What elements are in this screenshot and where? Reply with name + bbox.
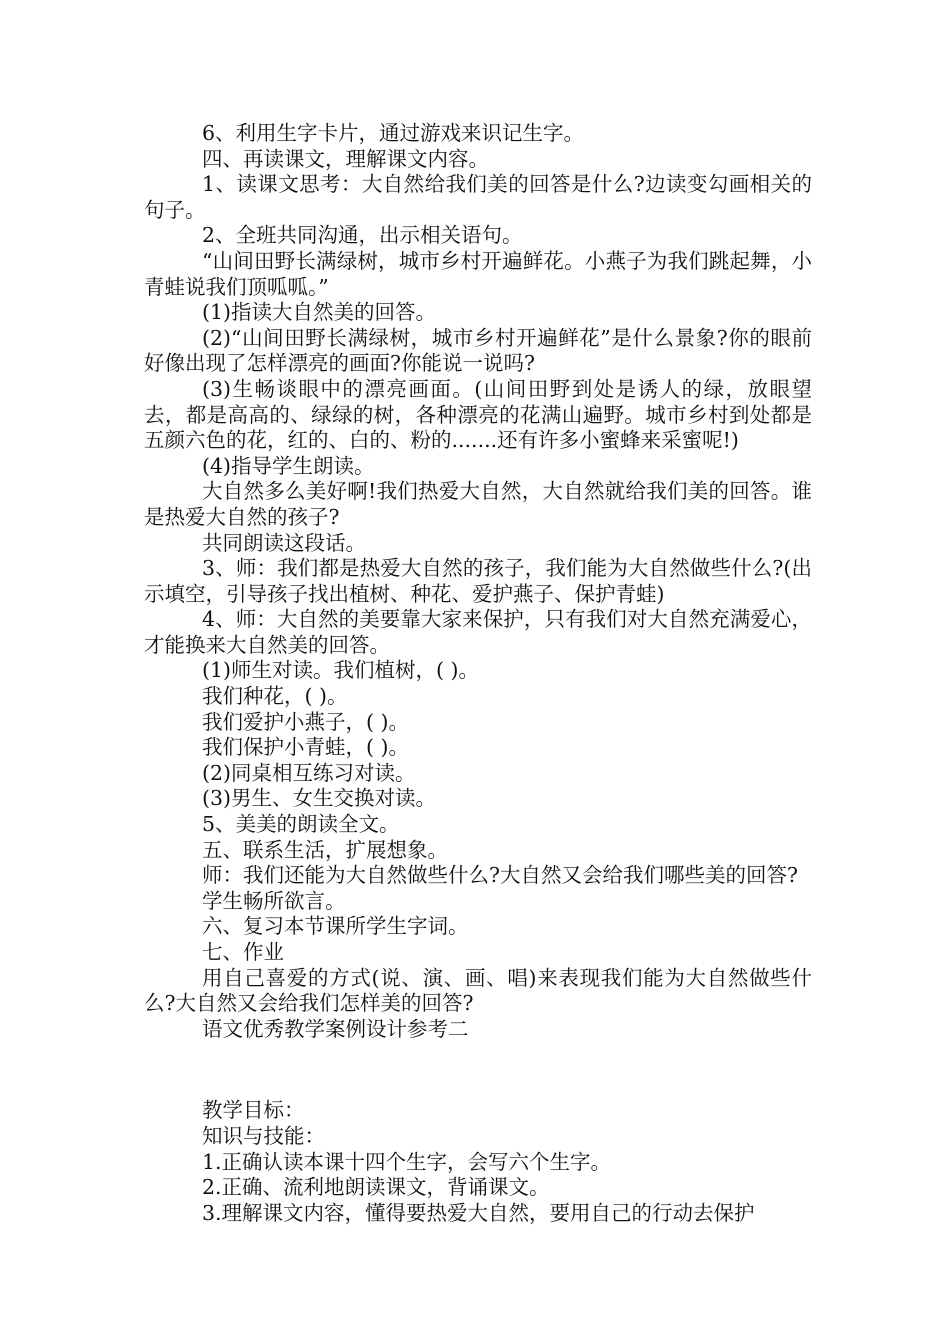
paragraph: 学生畅所欲言。 — [202, 888, 346, 913]
paragraph: 师：我们还能为大自然做些什么?大自然又会给我们哪些美的回答? — [202, 863, 798, 888]
paragraph: 四、再读课文，理解课文内容。 — [202, 146, 489, 171]
paragraph: “山间田野长满绿树，城市乡村开遍鲜花。小燕子为我们跳起舞，小青蛙说我们顶呱呱。” — [144, 248, 812, 299]
paragraph: (3)男生、女生交换对读。 — [202, 786, 437, 811]
paragraph: 七、作业 — [202, 940, 284, 964]
paragraph: 五、联系生活，扩展想象。 — [202, 837, 448, 862]
paragraph: 2.正确、流利地朗读课文，背诵课文。 — [202, 1175, 550, 1200]
paragraph: 用自己喜爱的方式(说、演、画、唱)来表现我们能为大自然做些什么?大自然又会给我们怎样美的回答? — [144, 965, 812, 1016]
document-body — [144, 121, 812, 1226]
paragraph: 我们种花，( )。 — [202, 684, 348, 709]
paragraph: (2)“山间田野长满绿树，城市乡村开遍鲜花”是什么景象?你的眼前好像出现了怎样漂亮的画面?你能说一说吗? — [144, 325, 812, 376]
paragraph: (3)生畅谈眼中的漂亮画面。(山间田野到处是诱人的绿，放眼望去，都是高高的、绿绿的树，各种漂亮的花满山遍野。城市乡村到处都是五颜六色的花，红的、白的、粉的.......还有许多小蜜蜂来采蜜呢!) — [144, 376, 812, 453]
teaching-objectives-section — [144, 1098, 812, 1226]
paragraph: (1)师生对读。我们植树，( )。 — [202, 658, 480, 683]
paragraph: 教学目标： — [202, 1098, 305, 1123]
paragraph: 6、利用生字卡片，通过游戏来识记生字。 — [202, 121, 585, 145]
section-gap — [144, 1042, 812, 1098]
paragraph: 我们爱护小燕子，( )。 — [202, 709, 410, 734]
lesson-steps-section — [144, 121, 812, 1042]
paragraph: 1.正确认读本课十四个生字，会写六个生字。 — [202, 1149, 612, 1174]
paragraph: 4、师：大自然的美要靠大家来保护，只有我们对大自然充满爱心，才能换来大自然美的回答。 — [144, 607, 812, 657]
paragraph: 1、读课文思考：大自然给我们美的回答是什么?边读变勾画相关的句子。 — [144, 172, 812, 222]
paragraph: 大自然多么美好啊!我们热爱大自然，大自然就给我们美的回答。谁是热爱大自然的孩子? — [144, 479, 812, 529]
paragraph: 3、师：我们都是热爱大自然的孩子，我们能为大自然做些什么?(出示填空，引导孩子找出植树、种花、爱护燕子、保护青蛙) — [144, 556, 812, 606]
paragraph: 我们保护小青蛙，( )。 — [202, 735, 410, 760]
paragraph: 知识与技能： — [202, 1123, 325, 1148]
paragraph: (2)同桌相互练习对读。 — [202, 760, 416, 785]
paragraph: (1)指读大自然美的回答。 — [202, 300, 437, 325]
paragraph: 5、美美的朗读全文。 — [202, 812, 400, 837]
paragraph: 六、复习本节课所学生字词。 — [202, 914, 469, 939]
paragraph: 语文优秀教学案例设计参考二 — [202, 1016, 469, 1041]
paragraph: 共同朗读这段话。 — [202, 530, 366, 555]
paragraph: 2、全班共同沟通，出示相关语句。 — [202, 223, 523, 248]
paragraph: (4)指导学生朗读。 — [202, 453, 375, 478]
paragraph: 3.理解课文内容，懂得要热爱大自然，要用自己的行动去保护 — [202, 1200, 755, 1225]
